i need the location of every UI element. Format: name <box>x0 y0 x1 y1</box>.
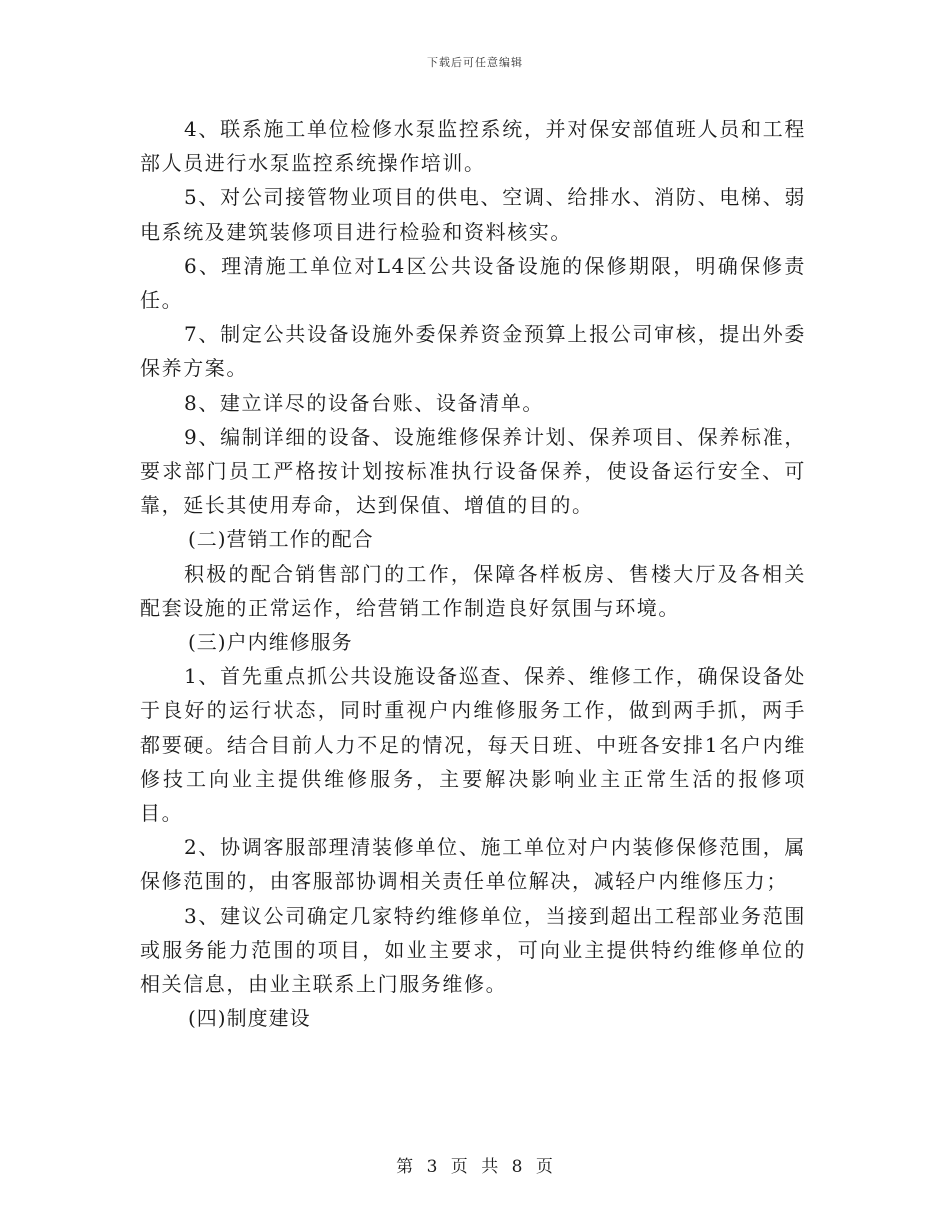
paragraph-item-8: 8、建立详尽的设备台账、设备清单。 <box>184 390 544 415</box>
paragraph-item-9: 9、编制详细的设备、设施维修保养计划、保养项目、保养标准，要求部门员工严格按计划按标准执行设备保养，使设备运行安全、可靠，延长其使用寿命，达到保值、增值的目的。 <box>140 424 806 518</box>
paragraph-repair-3: 3、建议公司确定几家特约维修单位，当接到超出工程部业务范围或服务能力范围的项目，如业主要求，可向业主提供特约维修单位的相关信息，由业主联系上门服务维修。 <box>140 903 806 997</box>
paragraph-item-5: 5、对公司接管物业项目的供电、空调、给排水、消防、电梯、弱电系统及建筑装修项目进行检验和资料核实。 <box>140 185 806 244</box>
page-header-note: 下载后可任意编辑 <box>427 56 523 69</box>
paragraph-item-6: 6、理清施工单位对L4区公共设备设施的保修期限，明确保修责任。 <box>140 253 806 313</box>
paragraph-item-7: 7、制定公共设备设施外委保养资金预算上报公司审核，提出外委保养方案。 <box>140 322 806 381</box>
section-heading-indoor-repair: (三)户内维修服务 <box>188 630 353 655</box>
paragraph-repair-1: 1、首先重点抓公共设施设备巡查、保养、维修工作，确保设备处于良好的运行状态，同时重视户内维修服务工作，做到两手抓，两手都要硬。结合目前人力不足的情况，每天日班、中班各安排1名户内维修技工向业主提供维修服务，主要解决影响业主正常生活的报修项目。 <box>140 664 806 826</box>
paragraph-repair-2: 2、协调客服部理清装修单位、施工单位对户内装修保修范围，属保修范围的，由客服部协调相关责任单位解决，减轻户内维修压力； <box>140 835 806 894</box>
paragraph-marketing: 积极的配合销售部门的工作，保障各样板房、售楼大厅及各相关配套设施的正常运作，给营销工作制造良好氛围与环境。 <box>140 561 806 620</box>
section-heading-marketing: (二)营销工作的配合 <box>188 527 374 552</box>
section-heading-system-building: (四)制度建设 <box>188 1006 311 1031</box>
paragraph-item-4: 4、联系施工单位检修水泵监控系统，并对保安部值班人员和工程部人员进行水泵监控系统操作培训。 <box>140 117 806 176</box>
page-number: 第 3 页 共 8 页 <box>396 1157 554 1177</box>
document-body <box>140 112 806 1035</box>
